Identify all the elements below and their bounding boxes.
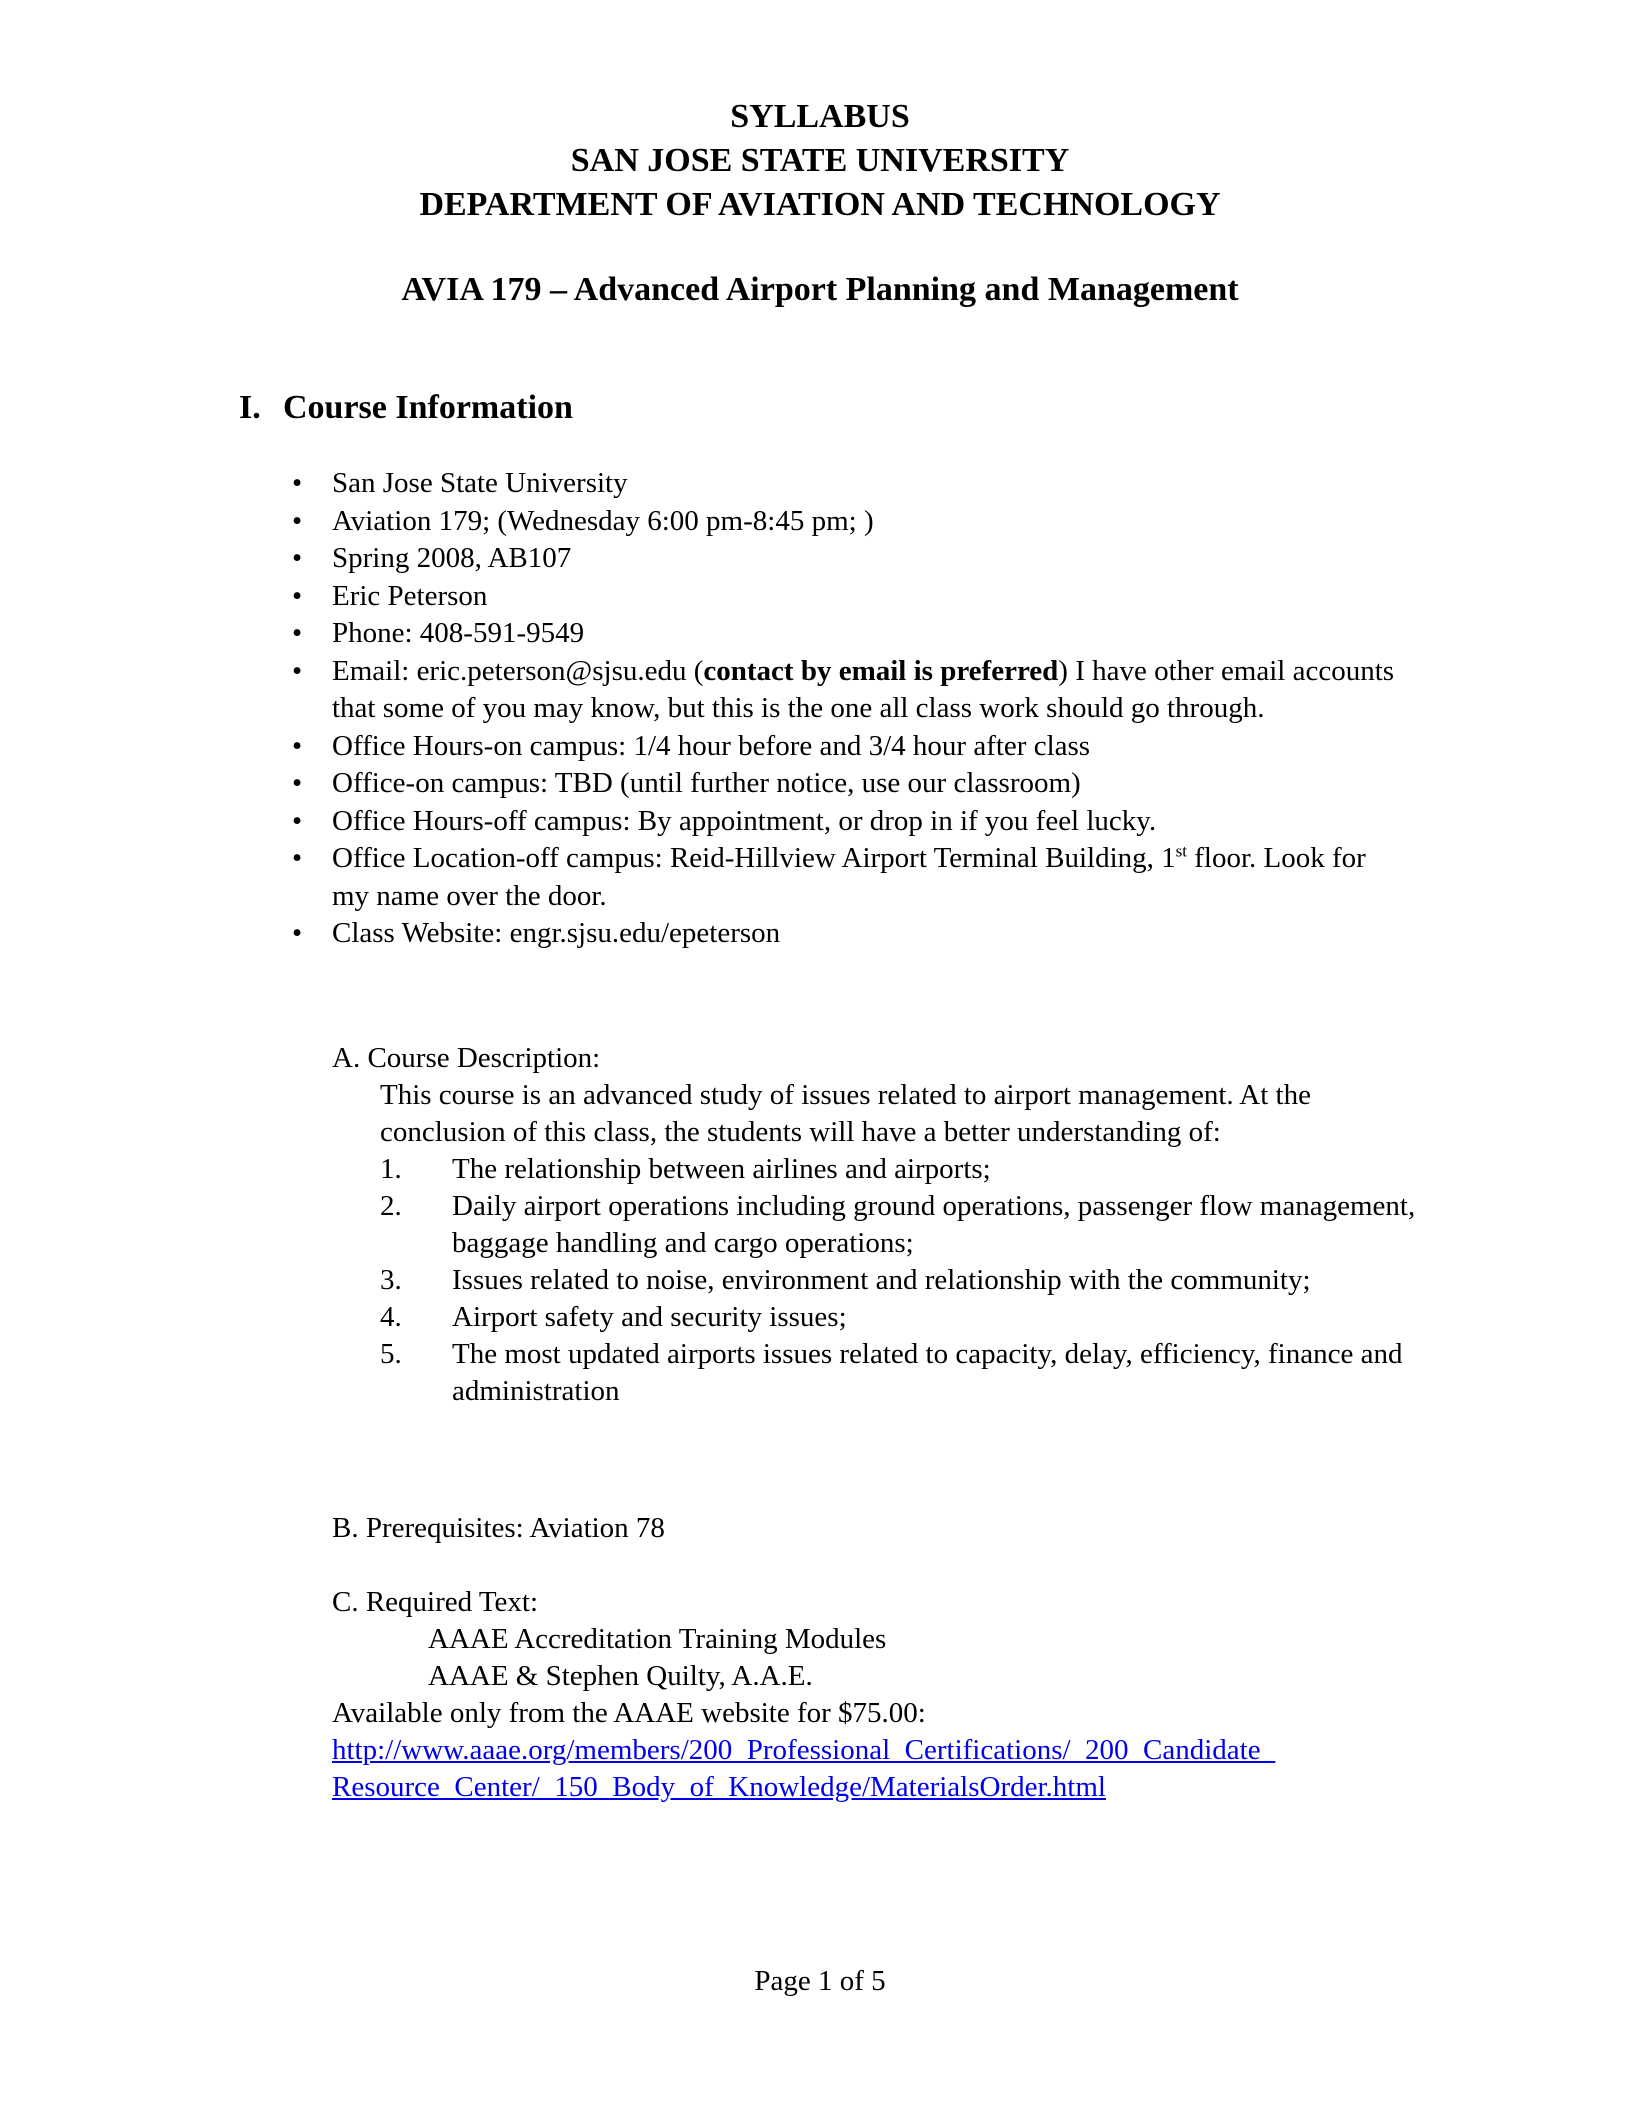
section-heading-course-information [239,386,573,430]
course-description-intro: This course is an advanced study of issues related to airport management. At the conclusion of this class, the students will have a better understanding of: [380,1079,1311,1148]
list-item-office-location: • Office Location-off campus: Reid-Hillview Airport Terminal Building, 1st floor. Look for my name over the door. [292,841,1366,912]
list-item: • Phone: 408-591-9549 [332,615,1402,653]
list-item: • San Jose State University [332,465,1402,503]
bullet-icon: • [292,467,303,499]
bullet-icon: • [292,654,303,687]
header-syllabus: SYLLABUS [730,98,910,135]
list-item: 3. Issues related to noise, environment and relationship with the community; [380,1264,1311,1296]
bullet-icon: • [292,729,303,762]
list-item: • Office-on campus: TBD (until further notice, use our classroom) [332,765,1402,803]
materials-order-link-line1[interactable]: http://www.aaae.org/members/200_Professional_Certifications/_200_Candidate_ [332,1734,1276,1766]
bullet-icon: • [292,504,303,537]
bullet-icon: • [292,804,303,837]
header-university: SAN JOSE STATE UNIVERSITY [570,142,1070,179]
email-preference-note: contact by email is preferred [703,654,1059,687]
course-description [332,1040,1432,1410]
materials-order-link-line2[interactable]: Resource_Center/_150_Body_of_Knowledge/MaterialsOrder.html [332,1771,1106,1803]
list-item: • Eric Peterson [332,578,1402,616]
required-text-author: AAAE & Stephen Quilty, A.A.E. [428,1660,813,1692]
list-item-website: • Class Website: engr.sjsu.edu/epeterson [332,915,1402,953]
list-item: 1. The relationship between airlines and airports; [380,1153,991,1185]
list-item: 5. The most updated airports issues related to capacity, delay, efficiency, finance and administration [380,1338,1403,1407]
bullet-icon: • [292,617,303,649]
bullet-icon: • [292,579,303,612]
list-item: • Office Hours-off campus: By appointment, or drop in if you feel lucky. [332,803,1402,841]
list-item-email: • Email: eric.peterson@sjsu.edu (contact by email is preferred) I have other email accounts that some of you may know, but this is the one all class work should go through. [292,654,1395,724]
list-item: 2. Daily airport operations including ground operations, passenger flow management, baggage handling and cargo operations; [380,1190,1416,1259]
bullet-icon: • [292,917,303,949]
bullet-icon: • [292,767,303,799]
required-text-title: AAAE Accreditation Training Modules [428,1623,887,1655]
page-number: Page 1 of 5 [754,1965,886,1997]
subsection-label-c: C. Required Text: [332,1586,539,1618]
required-text-availability: Available only from the AAAE website for $75.00: [332,1697,926,1729]
list-item: 4. Airport safety and security issues; [380,1301,847,1333]
list-item: • Office Hours-on campus: 1/4 hour before and 3/4 hour after class [332,728,1402,766]
section-title: Course Information [283,389,573,426]
header-department: DEPARTMENT OF AVIATION AND TECHNOLOGY [419,186,1221,223]
prerequisites: B. Prerequisites: Aviation 78 [332,1512,665,1544]
list-item: • Spring 2008, AB107 [332,540,1402,578]
section-number: I. [239,389,261,426]
bullet-icon: • [292,842,303,874]
document-header [0,95,1640,227]
course-title: AVIA 179 – Advanced Airport Planning and Management [401,271,1239,308]
materials-order-link[interactable] [332,1732,1452,1806]
list-item: • Aviation 179; (Wednesday 6:00 pm-8:45 pm; ) [332,503,1402,541]
course-information-list [292,465,1402,953]
subsection-label-a: A. Course Description: [332,1042,601,1074]
bullet-icon: • [292,542,303,574]
learning-outcomes-list [332,1151,1432,1410]
required-text [332,1584,1452,1806]
